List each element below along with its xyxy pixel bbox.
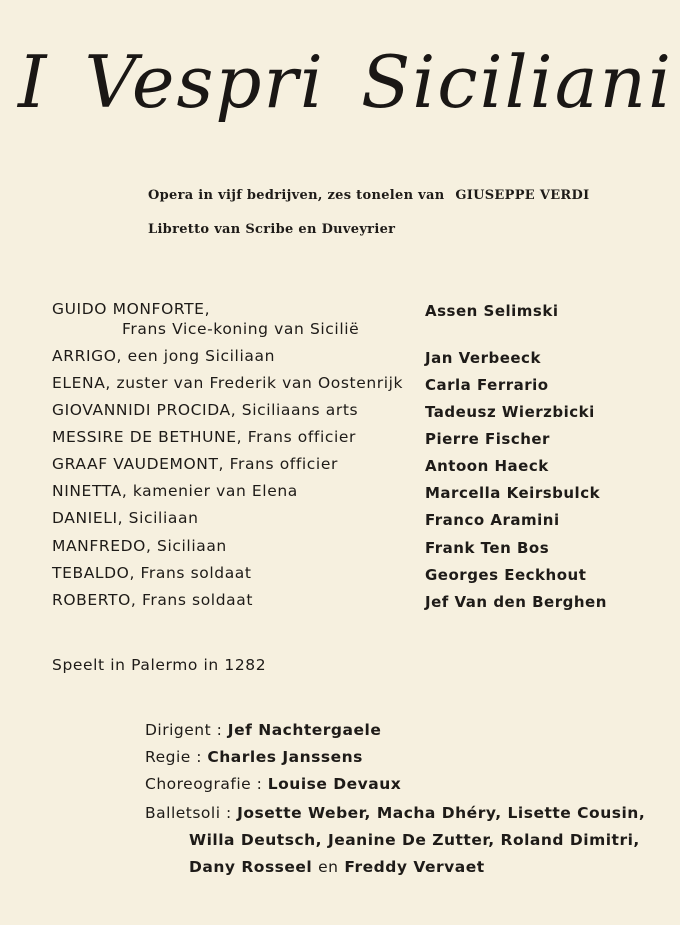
- cast-role: GUIDO MONFORTE,: [52, 300, 211, 318]
- cast-actor: Georges Eeckhout: [425, 566, 587, 584]
- cast-actor: Carla Ferrario: [425, 376, 549, 394]
- cast-role: ELENA, zuster van Frederik van Oostenrijk: [52, 374, 404, 392]
- opera-title: [0, 40, 680, 124]
- credit-value: Charles Janssens: [207, 748, 363, 766]
- credit-balletsoli-line-2: Willa Deutsch, Jeanine De Zutter, Roland Dimitri,: [189, 831, 640, 849]
- credit-label: Regie :: [145, 748, 202, 766]
- credit-choreografie: [145, 775, 401, 793]
- credit-balletsoli: [145, 804, 645, 822]
- subtitle-description: Opera in vijf bedrijven, zes tonelen van: [148, 188, 445, 203]
- title-word-3: Siciliani: [360, 40, 674, 124]
- credit-regie: [145, 748, 363, 766]
- title-word-2: Vespri: [84, 40, 325, 124]
- cast-actor: Frank Ten Bos: [425, 539, 550, 557]
- credit-label: Balletsoli :: [145, 804, 232, 822]
- subtitle-line-1: [148, 188, 589, 203]
- credit-dirigent: [145, 721, 381, 739]
- cast-role: GIOVANNIDI PROCIDA, Siciliaans arts: [52, 401, 359, 419]
- credit-conjunction: en: [318, 858, 339, 876]
- cast-actor: Franco Aramini: [425, 511, 560, 529]
- setting-text: Speelt in Palermo in 1282: [52, 656, 267, 674]
- credit-value: Louise Devaux: [267, 775, 402, 793]
- subtitle-line-2: Libretto van Scribe en Duveyrier: [148, 222, 396, 237]
- cast-role: ROBERTO, Frans soldaat: [52, 591, 254, 609]
- cast-role: TEBALDO, Frans soldaat: [52, 564, 252, 582]
- cast-role: ARRIGO, een jong Siciliaan: [52, 347, 275, 365]
- credit-value: Freddy Vervaet: [344, 858, 485, 876]
- credit-balletsoli-line-3: [189, 858, 485, 876]
- credit-label: Choreografie :: [145, 775, 263, 793]
- credit-value: Jef Nachtergaele: [227, 721, 382, 739]
- credit-value: Josette Weber, Macha Dhéry, Lisette Cousin,: [237, 804, 646, 822]
- credit-label: Dirigent :: [145, 721, 223, 739]
- composer-name: GIUSEPPE VERDI: [455, 188, 590, 203]
- title-word-1: I: [18, 40, 49, 124]
- cast-role: GRAAF VAUDEMONT, Frans officier: [52, 455, 338, 473]
- credit-value: Dany Rosseel: [189, 858, 313, 876]
- cast-actor: Antoon Haeck: [425, 457, 549, 475]
- cast-role: DANIELI, Siciliaan: [52, 509, 199, 527]
- cast-actor: Jef Van den Berghen: [425, 593, 607, 611]
- cast-role-description: Frans Vice-koning van Sicilië: [122, 320, 360, 338]
- cast-actor: Assen Selimski: [425, 302, 559, 320]
- cast-actor: Jan Verbeeck: [425, 349, 541, 367]
- cast-actor: Marcella Keirsbulck: [425, 484, 601, 502]
- cast-actor: Pierre Fischer: [425, 430, 550, 448]
- cast-role: MESSIRE DE BETHUNE, Frans officier: [52, 428, 357, 446]
- cast-actor: Tadeusz Wierzbicki: [425, 403, 595, 421]
- cast-role: NINETTA, kamenier van Elena: [52, 482, 298, 500]
- cast-role: MANFREDO, Siciliaan: [52, 537, 227, 555]
